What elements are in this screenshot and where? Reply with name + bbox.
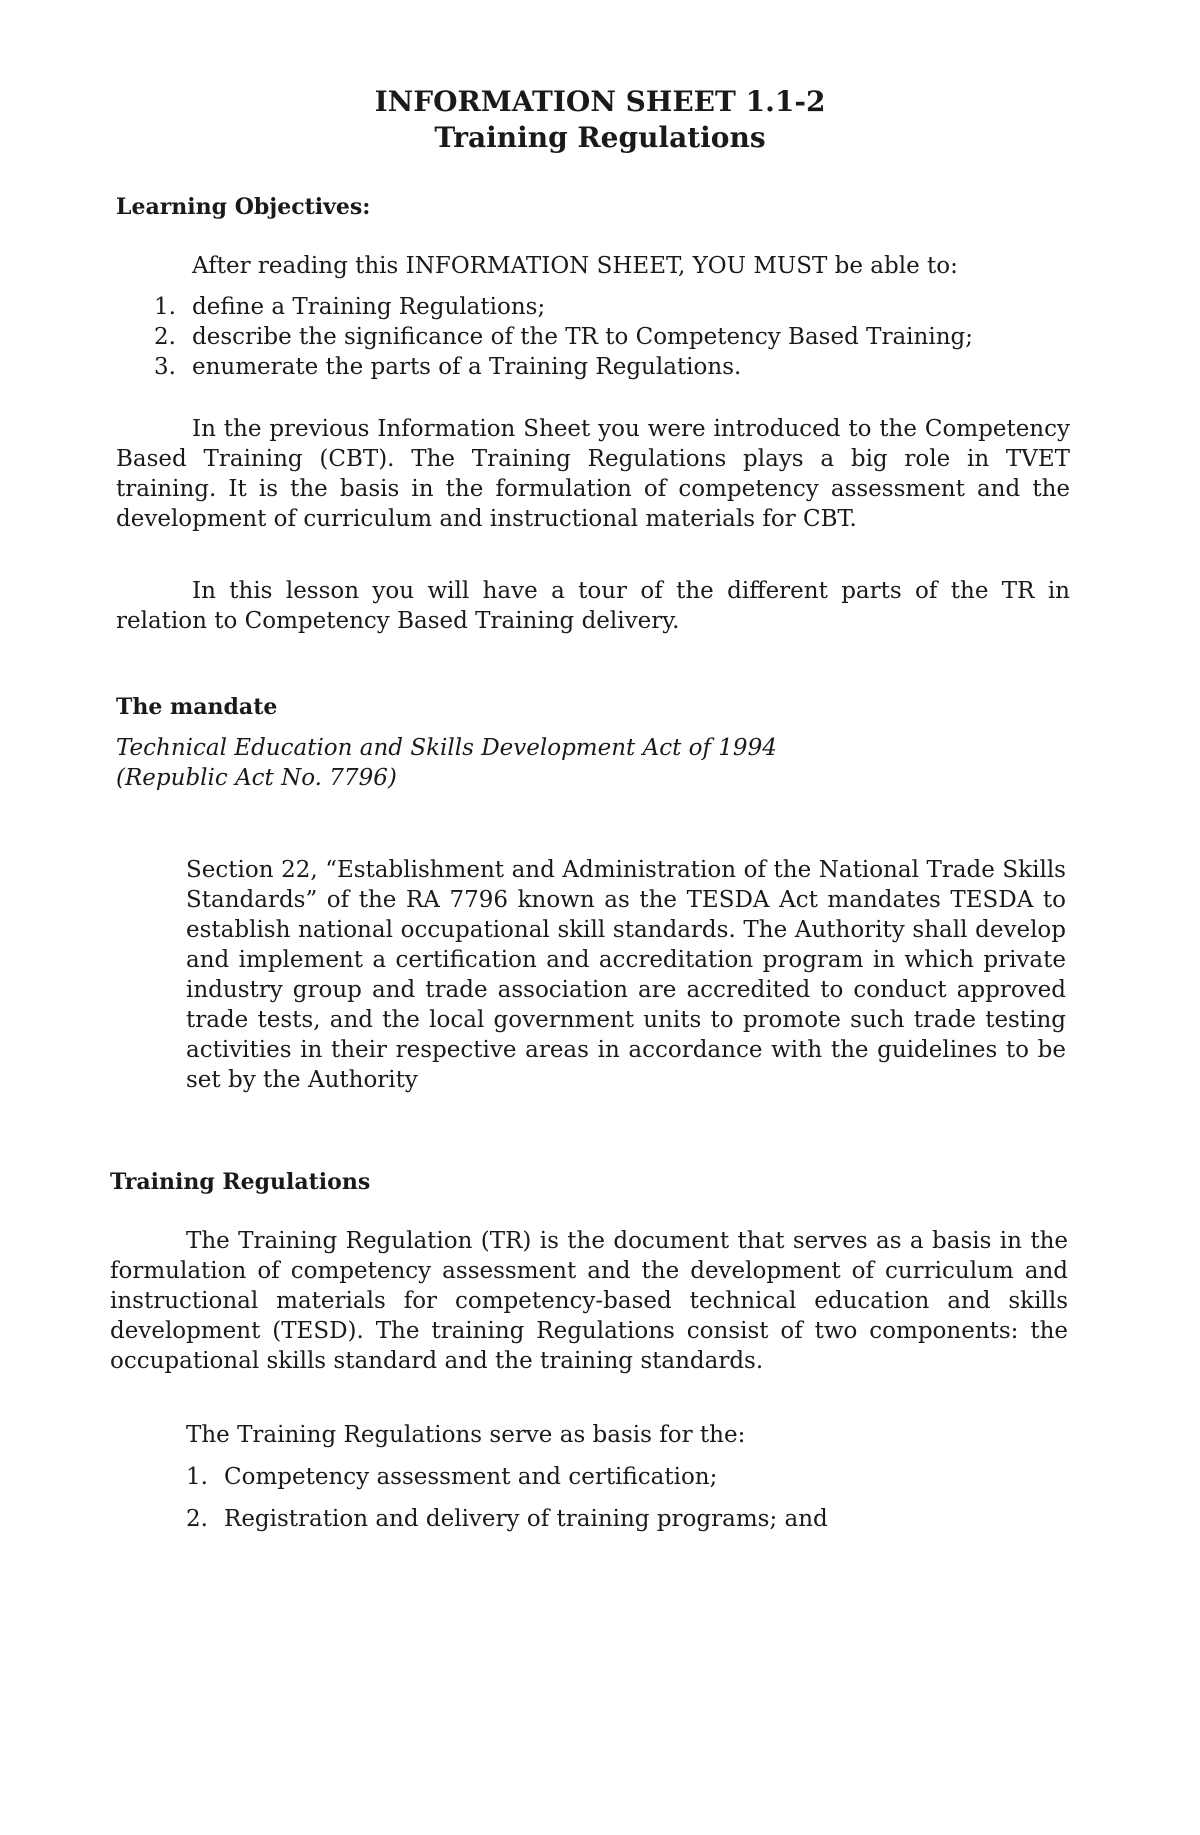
list-item: 2. Registration and delivery of training programs; and	[186, 1506, 828, 1532]
act-title: Technical Education and Skills Development Act of 1994	[116, 735, 777, 761]
page-subtitle: Training Regulations	[434, 121, 766, 154]
list-item: 1. define a Training Regulations;	[154, 294, 546, 320]
list-item: 3. enumerate the parts of a Training Regulations.	[154, 354, 742, 380]
section-22-text: Section 22, “Establishment and Administration of the National Trade Skills Standards” of the RA 7796 known as the TESDA Act mandates TESDA to establish national occupational skill standards. The Authority shall develop and implement a certification and accreditation program in which private industry group and trade association are accredited to conduct approved trade tests, and the local government units to promote such trade testing activities in their respective areas in accordance with the guidelines to be set by the Authority	[186, 857, 1066, 1093]
mandate-heading: The mandate	[116, 694, 278, 720]
training-regulations-paragraph: The Training Regulation (TR) is the document that serves as a basis in the formulation of competency assessment and the development of curriculum and instructional materials for competency-based technical education and skills development (TESD). The training Regulations consist of two components: the occupational skills standard and the training standards.	[110, 1228, 1068, 1374]
page-title: INFORMATION SHEET 1.1-2	[374, 85, 826, 118]
title-block	[0, 84, 1200, 156]
objectives-list	[154, 292, 1074, 382]
intro-paragraph-2: In this lesson you will have a tour of the different parts of the TR in relation to Competency Based Training delivery.	[116, 578, 1070, 634]
act-number: (Republic Act No. 7796)	[116, 765, 397, 791]
training-regulations-heading: Training Regulations	[110, 1169, 371, 1195]
basis-list	[186, 1462, 1066, 1534]
learning-objectives-heading: Learning Objectives:	[116, 194, 371, 220]
list-item: 2. describe the significance of the TR to Competency Based Training;	[154, 324, 973, 350]
basis-intro: The Training Regulations serve as basis for the:	[186, 1422, 746, 1448]
intro-paragraph-1: In the previous Information Sheet you were introduced to the Competency Based Training (CBT). The Training Regulations plays a big role in TVET training. It is the basis in the formulation of competency assessment and the development of curriculum and instructional materials for CBT.	[116, 416, 1070, 532]
list-item: 1. Competency assessment and certification;	[186, 1464, 718, 1490]
objectives-intro: After reading this INFORMATION SHEET, YOU MUST be able to:	[192, 253, 958, 279]
